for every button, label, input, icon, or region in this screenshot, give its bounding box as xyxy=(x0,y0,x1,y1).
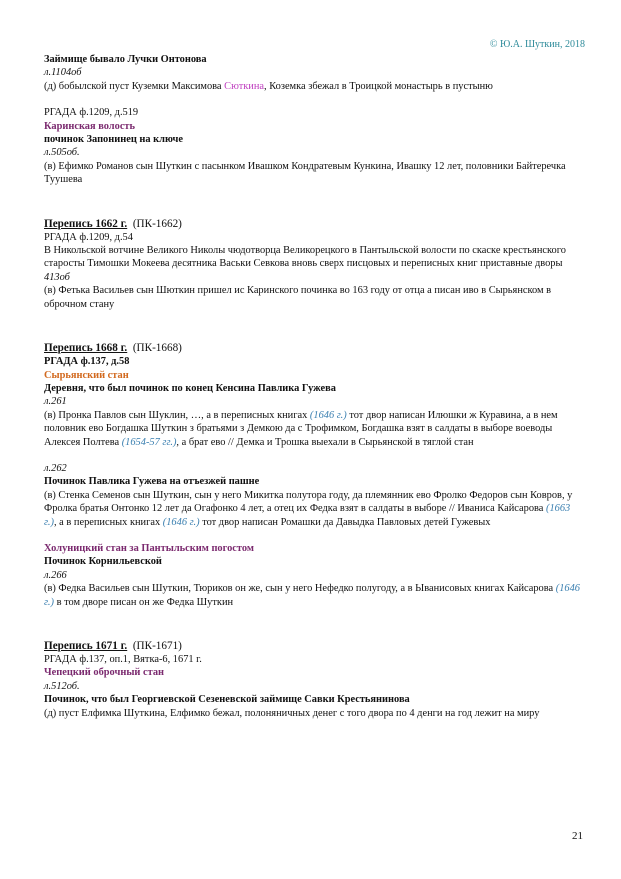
folio: л.512об. xyxy=(44,680,80,692)
archive-ref: РГАДА ф.137, оп.1, Вятка-6, 1671 г. xyxy=(44,654,202,665)
census-title: Перепись 1671 г. xyxy=(44,640,128,652)
census-code: (ПК-1671) xyxy=(132,640,182,652)
folio: л.505об. xyxy=(44,147,80,159)
census-1671 xyxy=(44,639,584,720)
year-note: (1646 г.) xyxy=(162,516,200,528)
year-note: (1646 г.) xyxy=(44,583,580,608)
place-name: починок Запонинец на ключе xyxy=(44,134,184,146)
text-part: в том дворе писан он же Федка Шуткин xyxy=(53,596,234,608)
census-title: Перепись 1662 г. xyxy=(44,217,128,230)
block-karinskaya xyxy=(44,106,584,186)
folio: л.1104об xyxy=(44,67,82,79)
text-part: , а в переписных книгах xyxy=(53,516,163,528)
village-name: Деревня, что был починок по конец Кенсина Павлика Гужева xyxy=(44,382,336,394)
village-name: Починок, что был Георгиевской Сезеневской займище Савки Крестьянинова xyxy=(44,694,410,706)
village-name: Починок Павлика Гужева на отъезжей пашне xyxy=(44,476,260,488)
record-text: (д) пуст Елфимка Шуткина, Елфимко бежал, полоняничных денег с того двора по 4 денги на год лежит на миру xyxy=(44,707,540,719)
census-title: Перепись 1668 г. xyxy=(44,342,128,355)
record-text xyxy=(44,80,584,93)
copyright: © Ю.А. Шуткин, 2018 xyxy=(489,39,585,50)
stan-name: Чепецкий оброчный стан xyxy=(44,667,165,679)
record-text xyxy=(44,409,584,449)
year-note: (1654-57 гг.) xyxy=(121,436,177,448)
census-heading xyxy=(44,217,584,231)
year-note: (1646 г.) xyxy=(309,409,347,421)
census-heading xyxy=(44,341,584,355)
text-part: (в) Федка Васильев сын Шуткин, Тюриков он же, сын у него Нефедко полугоду, а в Ыванисовых книгах Кайсарова xyxy=(44,583,556,595)
text-part: (д) бобылской пуст Куземки Максимова xyxy=(44,80,225,92)
page-content xyxy=(44,0,584,720)
record-text: В Никольской вотчине Великого Николы чюдотворца Великорецкого в Пантыльской волости по скаске крестьянского старосты Тимошки Мокеева десятника Васьки Севкова вновь сверх писцовых и переписных книг приставные дворы xyxy=(44,245,566,270)
record-text: (в) Ефимко Романов сын Шуткин с пасынком Ивашком Кондратевым Кункина, Ивашку 12 лет, половники Байтеречка Туушева xyxy=(44,160,566,186)
village-name: Починок Корнильевской xyxy=(44,556,162,568)
census-1668 xyxy=(44,341,584,609)
folio: л.262 xyxy=(44,462,67,474)
stan-name: Холуницкий стан за Пантыльским погостом xyxy=(44,542,254,554)
archive-ref: РГАДА ф.137, д.58 xyxy=(44,356,130,368)
folio: 413об xyxy=(44,271,70,283)
surname-highlight: Сюткина xyxy=(224,80,265,92)
folio: л.266 xyxy=(44,569,67,581)
block-lucki xyxy=(44,53,584,93)
block-title: Займище бывало Лучки Онтонова xyxy=(44,54,207,65)
archive-ref: РГАДА ф.1209, д.519 xyxy=(44,107,139,119)
folio: л.261 xyxy=(44,396,67,408)
volost-name: Каринская волость xyxy=(44,120,136,132)
text-part: , Коземка збежал в Троицкой монастырь в пустыню xyxy=(264,80,493,92)
record-text: (в) Фетька Васильев сын Шюткин пришел ис Каринского починка во 163 году от отца а писан иво в Сырьянском в оброчном стану xyxy=(44,285,552,310)
text-part: , а брат ево // Демка и Трошка выехали в Сырьянской в тяглой стан xyxy=(176,436,474,448)
text-part: (в) Стенка Семенов сын Шуткин, сын у него Микитка полутора году, да племянник ево Фролко Федоров сын Ковров, у Фролка братья Онтонко 12 лет да Огафонко 4 лет, а отец их Федка взят в салдаты в выборе // Иваниса Кайсарова xyxy=(44,489,573,515)
census-code: (ПК-1668) xyxy=(132,342,182,355)
page-number: 21 xyxy=(572,830,583,842)
census-code: (ПК-1662) xyxy=(132,217,182,230)
census-1662 xyxy=(44,217,584,311)
record-text xyxy=(44,582,584,609)
record-text xyxy=(44,489,584,529)
text-part: тот двор написан Илюшки ж Куравина, а в нем половник ево Богдашка Шуткин з братьями з Демкою да с Трофимком, Богдашка взят в салдаты в выборе воеводы Алексея Полтева xyxy=(44,409,558,448)
year-note: (1663 г.) xyxy=(44,503,571,528)
census-heading xyxy=(44,639,584,653)
text-part: тот двор написан Ромашки да Давыдка Павловых детей Гужевых xyxy=(199,516,491,528)
stan-name: Сырьянский стан xyxy=(44,369,129,381)
text-part: (в) Пронка Павлов сын Шуклин, …, а в переписных книгах xyxy=(44,409,310,421)
archive-ref: РГАДА ф.1209, д.54 xyxy=(44,231,133,243)
